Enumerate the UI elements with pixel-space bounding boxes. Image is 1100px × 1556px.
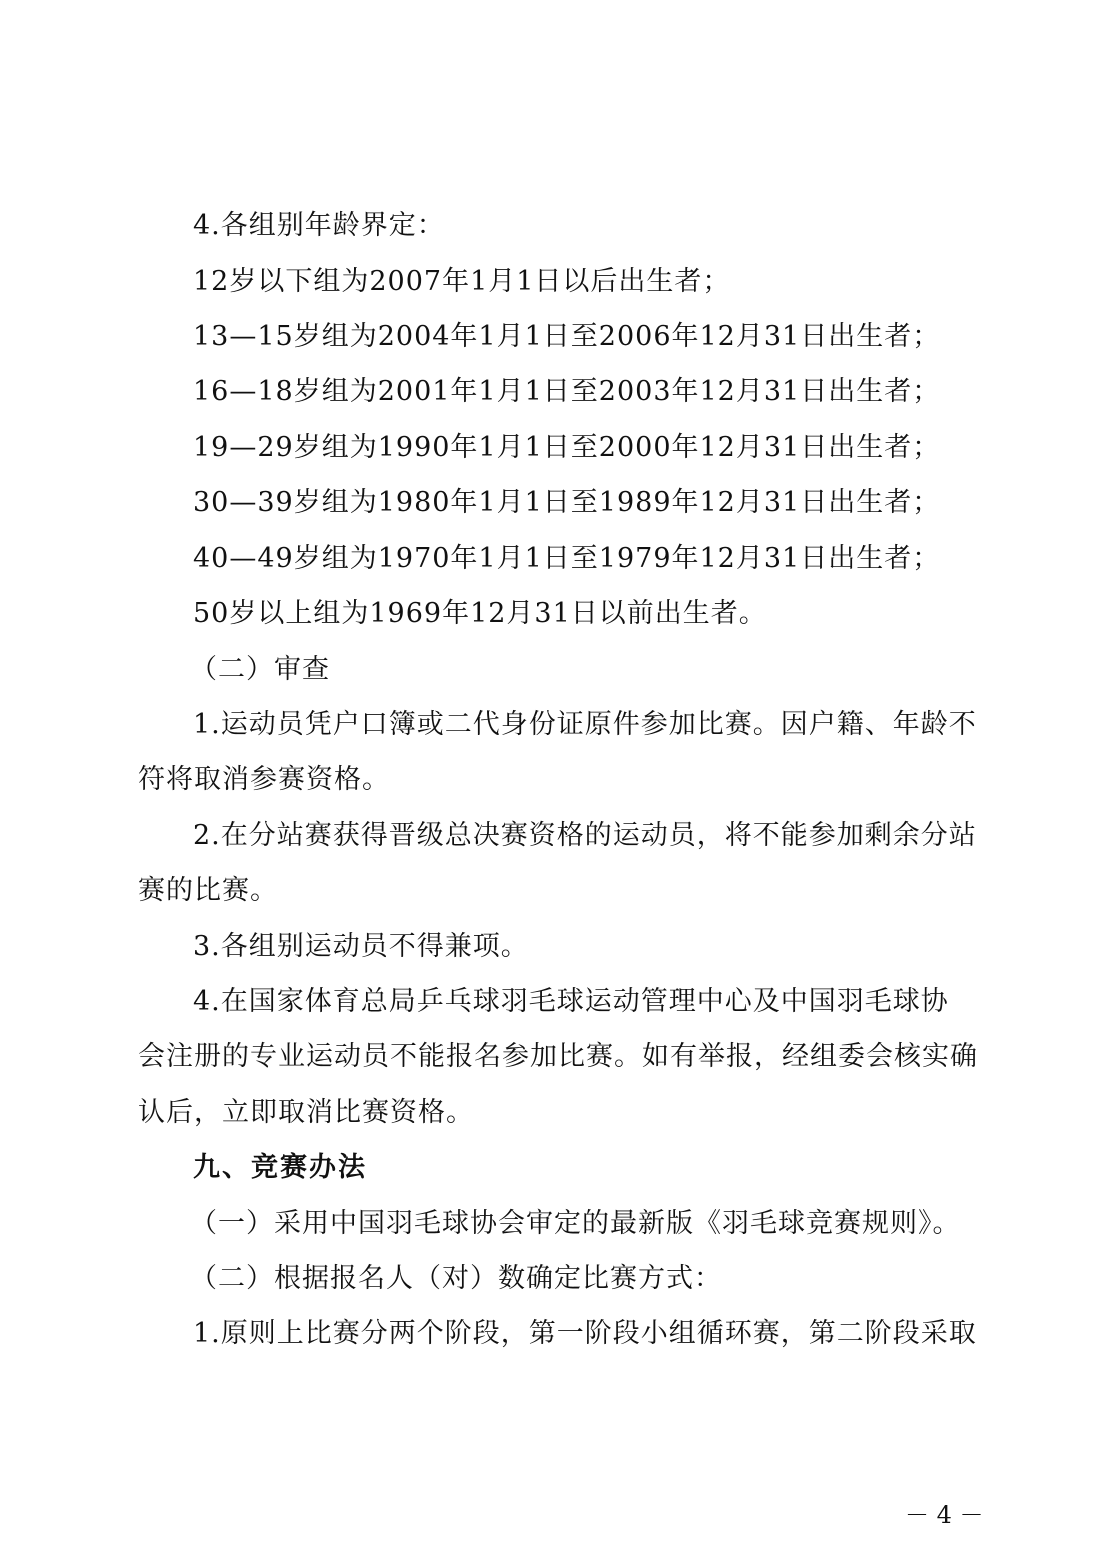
age-group-under-12: 12岁以下组为2007年1月1日以后出生者；	[193, 266, 731, 297]
age-definition-heading: 4.各组别年龄界定：	[193, 210, 445, 241]
review-item-1-line-1: 1.运动员凭户口簿或二代身份证原件参加比赛。因户籍、年龄不	[193, 709, 977, 740]
age-group-19-29: 19—29岁组为1990年1月1日至2000年12月31日出生者；	[193, 432, 941, 463]
competition-stage-line: 1.原则上比赛分两个阶段，第一阶段小组循环赛，第二阶段采取	[193, 1318, 977, 1349]
review-item-4-line-2: 会注册的专业运动员不能报名参加比赛。如有举报，经组委会核实确	[138, 1041, 978, 1072]
age-group-40-49: 40—49岁组为1970年1月1日至1979年12月31日出生者；	[193, 543, 941, 574]
review-item-4-line-3: 认后，立即取消比赛资格。	[138, 1097, 474, 1128]
competition-rule-1: （一）采用中国羽毛球协会审定的最新版《羽毛球竞赛规则》。	[190, 1208, 961, 1239]
competition-rule-2: （二）根据报名人（对）数确定比赛方式：	[190, 1263, 722, 1294]
age-group-50-plus: 50岁以上组为1969年12月31日以前出生者。	[193, 598, 767, 629]
age-group-30-39: 30—39岁组为1980年1月1日至1989年12月31日出生者；	[193, 487, 941, 518]
review-item-2-line-2: 赛的比赛。	[138, 875, 278, 906]
review-item-2-line-1: 2.在分站赛获得晋级总决赛资格的运动员，将不能参加剩余分站	[193, 820, 977, 851]
review-item-1-line-2: 符将取消参赛资格。	[138, 764, 390, 795]
review-item-3: 3.各组别运动员不得兼项。	[193, 931, 529, 962]
page-number: － 4 －	[905, 1501, 984, 1529]
age-group-16-18: 16—18岁组为2001年1月1日至2003年12月31日出生者；	[193, 376, 941, 407]
review-section-heading: （二）审查	[190, 654, 330, 685]
age-group-13-15: 13—15岁组为2004年1月1日至2006年12月31日出生者；	[193, 321, 941, 352]
review-item-4-line-1: 4.在国家体育总局乒乓球羽毛球运动管理中心及中国羽毛球协	[193, 986, 949, 1017]
competition-method-heading: 九、竞赛办法	[193, 1152, 367, 1183]
